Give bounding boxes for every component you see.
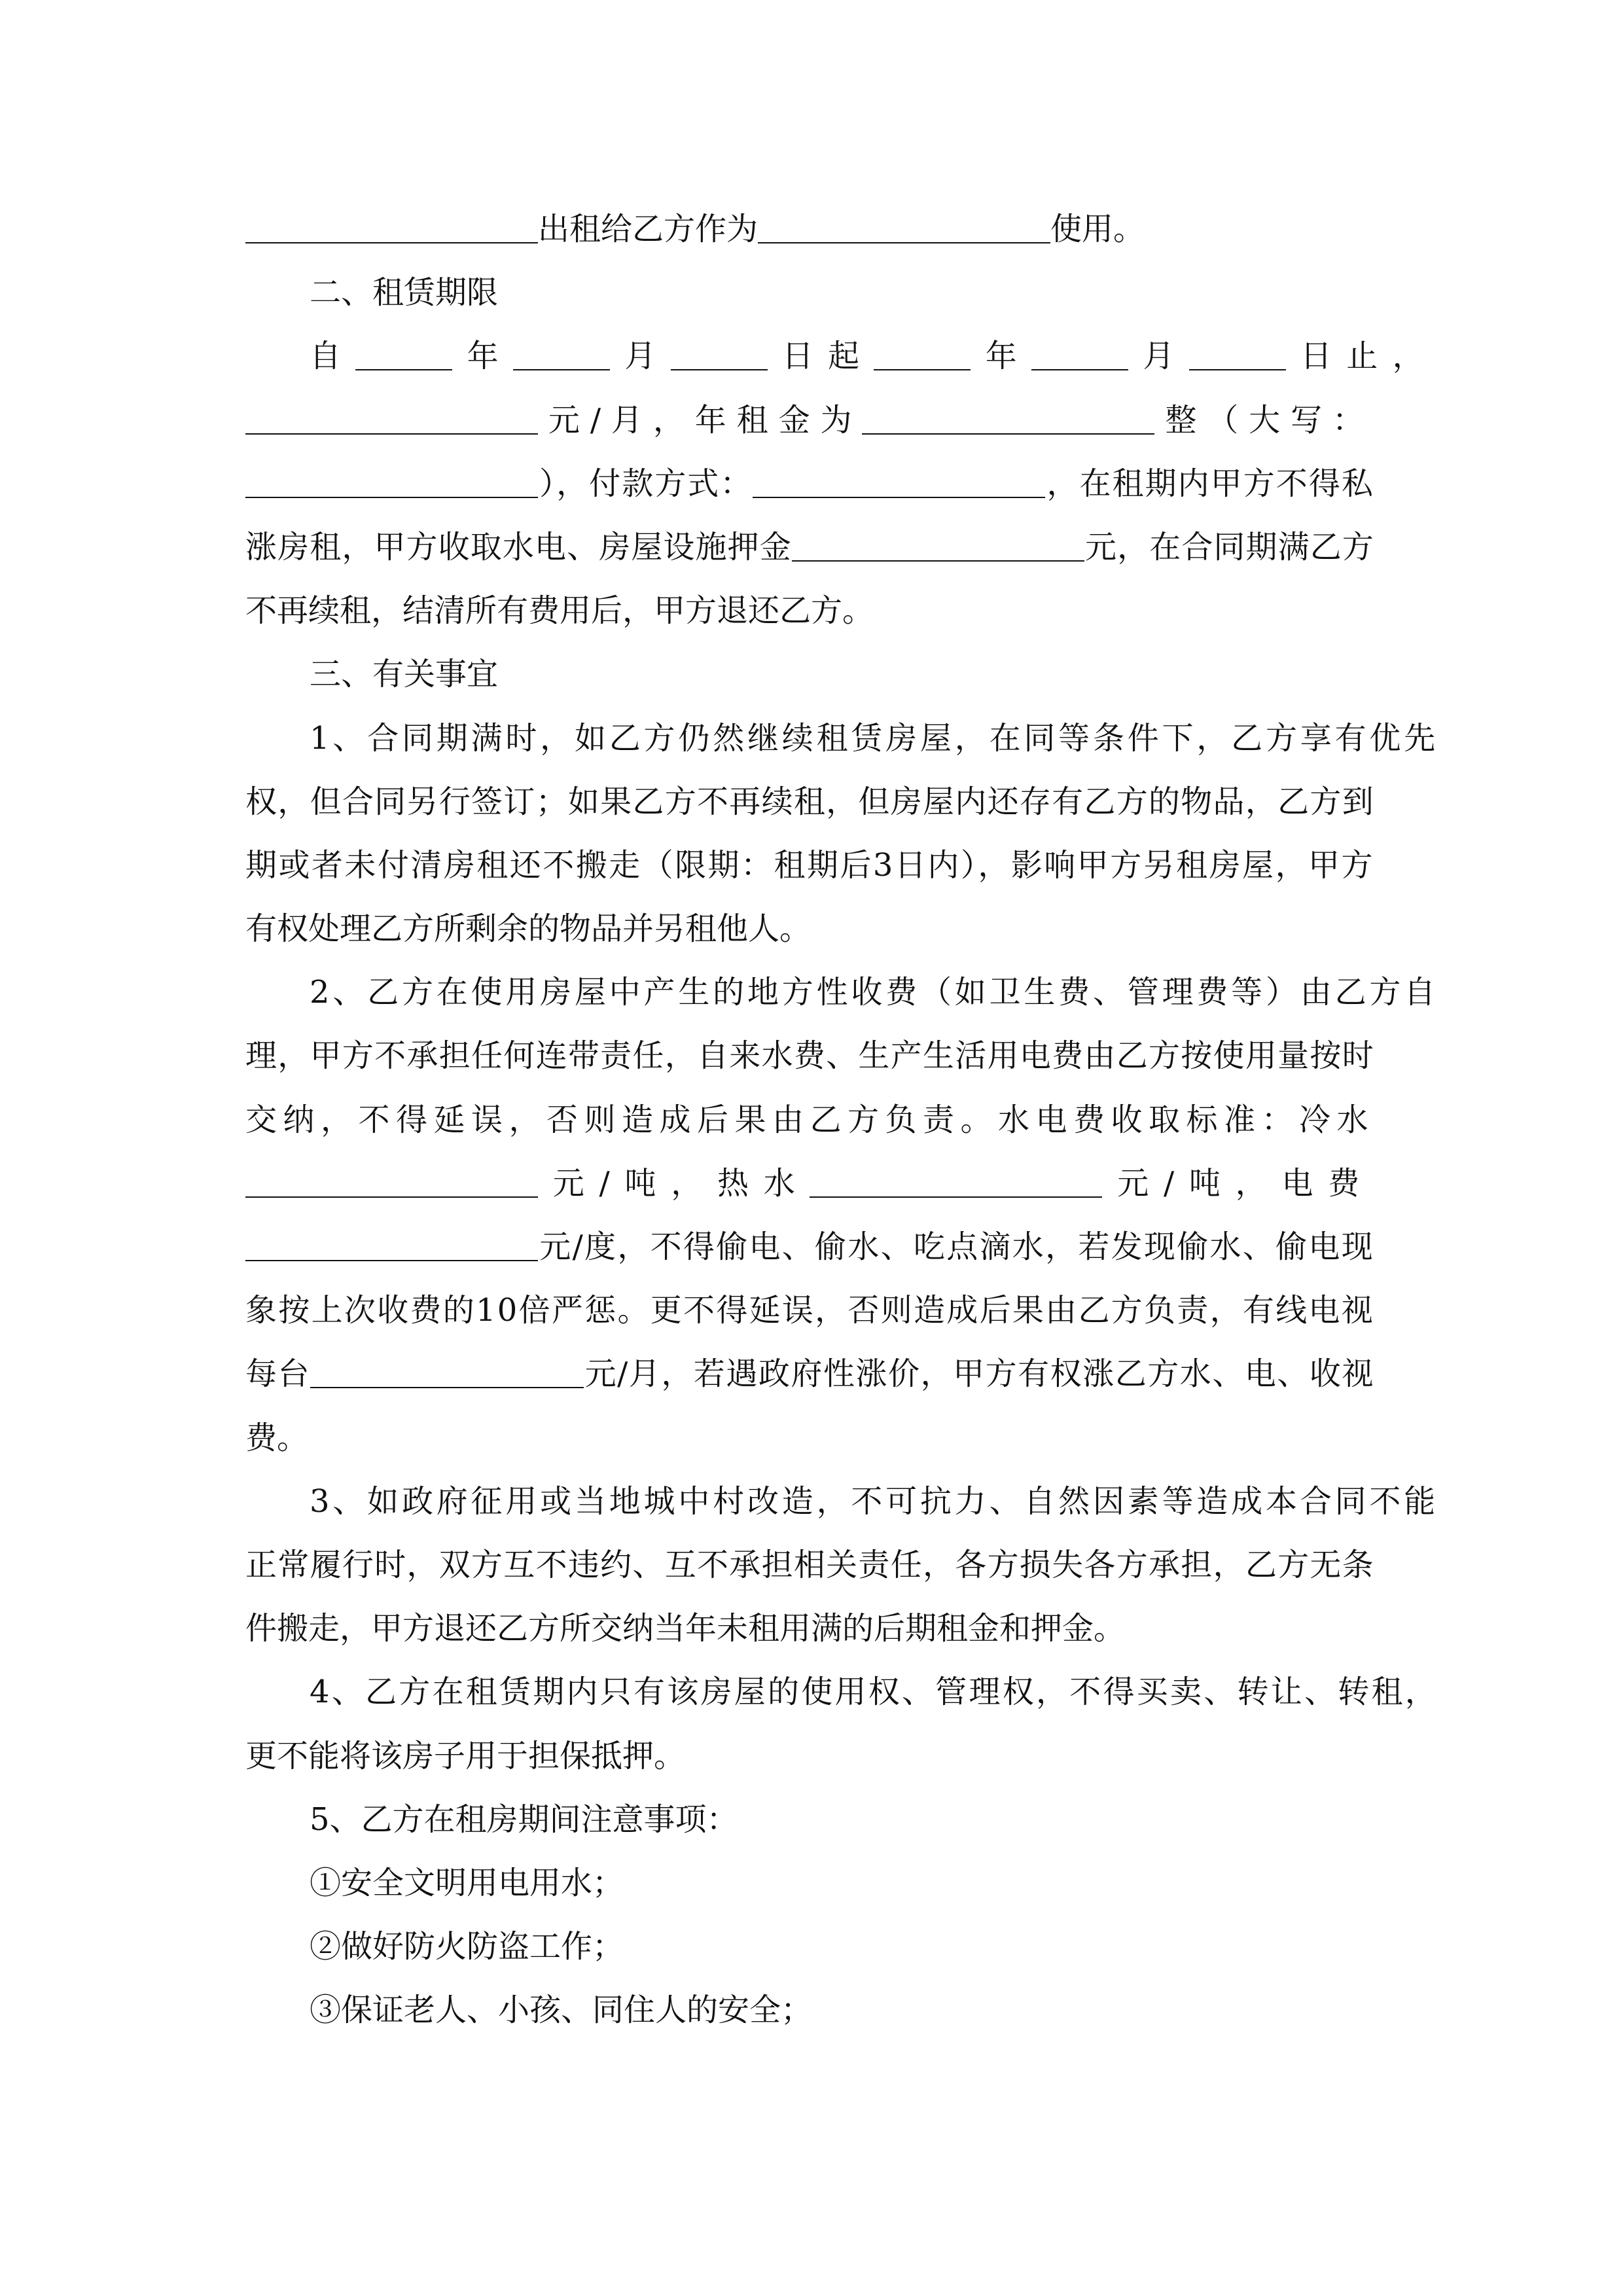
contract-page-body: [245, 198, 1438, 2042]
document-line: [245, 1407, 1374, 1470]
text-segment: 年: [985, 338, 1032, 375]
fill-in-blank[interactable]: [245, 1170, 538, 1198]
text-segment: 涨房租，甲方收取水电、房屋设施押金: [245, 528, 792, 565]
document-line: [245, 1088, 1374, 1152]
document-line: [245, 261, 1374, 325]
fill-in-blank[interactable]: [245, 471, 538, 498]
text-segment: 2、乙方在使用房屋中产生的地方性收费（如卫生费、管理费等）由乙方自: [310, 974, 1438, 1011]
document-line: [245, 770, 1374, 834]
text-segment: 日起: [781, 338, 874, 375]
fill-in-blank[interactable]: [513, 343, 610, 370]
fill-in-blank[interactable]: [862, 407, 1154, 435]
text-segment: 元/月，若遇政府性涨价，甲方有权涨乙方水、电、收视: [584, 1355, 1374, 1393]
document-line: [245, 1279, 1374, 1342]
fill-in-blank[interactable]: [810, 1170, 1102, 1198]
text-segment: 元，在合同期满乙方: [1084, 528, 1374, 565]
text-segment: 二、租赁期限: [310, 274, 499, 312]
document-line: [245, 1534, 1374, 1597]
text-segment: ，在租期内甲方不得私: [1046, 465, 1374, 502]
document-line: [245, 897, 1374, 961]
text-segment: 元/月，年租金为: [548, 401, 863, 439]
document-line: [245, 1470, 1438, 1534]
fill-in-blank[interactable]: [671, 343, 768, 370]
text-segment: 三、有关事宜: [310, 656, 499, 693]
text-segment: 有权处理乙方所剩余的物品并另租他人。: [245, 910, 812, 948]
text-segment: 不再续租，结清所有费用后，甲方退还乙方。: [245, 592, 874, 630]
text-segment: 理，甲方不承担任何连带责任，自来水费、生产生活用电费由乙方按使用量按时: [245, 1037, 1374, 1075]
text-segment: 期或者未付清房租还不搬走（限期：租期后3日内），影响甲方另租房屋，甲方: [245, 846, 1374, 884]
text-segment: 元/吨，电费: [1117, 1164, 1374, 1202]
text-segment: 整（大写：: [1165, 401, 1374, 439]
document-line: [245, 452, 1374, 516]
document-line: [245, 1725, 1374, 1788]
text-segment: ），付款方式：: [539, 465, 753, 502]
document-line: [245, 325, 1438, 388]
text-segment: 更不能将该房子用于担保抵押。: [245, 1737, 686, 1774]
document-line: [245, 834, 1374, 897]
document-line: [245, 389, 1374, 452]
text-segment: 出租给乙方作为: [538, 211, 758, 247]
document-line: [245, 1788, 1374, 1852]
text-segment: 费。: [245, 1419, 309, 1456]
fill-in-blank[interactable]: [1189, 343, 1286, 370]
document-line: [245, 579, 1374, 643]
fill-in-blank[interactable]: [245, 216, 538, 243]
document-line: [245, 1660, 1438, 1724]
document-line: [245, 1342, 1374, 1406]
document-line: [245, 1852, 1374, 1915]
text-segment: 年: [467, 338, 513, 375]
document-line: [245, 1979, 1374, 2042]
document-line: [245, 516, 1374, 579]
document-line: [245, 1915, 1374, 1979]
document-line: [245, 961, 1438, 1024]
fill-in-blank[interactable]: [310, 1361, 584, 1388]
fill-in-blank[interactable]: [792, 534, 1084, 562]
text-segment: 象按上次收费的10倍严惩。更不得延误，否则造成后果由乙方负责，有线电视: [245, 1292, 1374, 1329]
fill-in-blank[interactable]: [1031, 343, 1128, 370]
text-segment: 每台: [245, 1355, 311, 1393]
text-segment: 日止，: [1300, 338, 1438, 375]
document-line: [245, 1215, 1374, 1279]
text-segment: 月: [624, 338, 671, 375]
document-line: [245, 643, 1374, 706]
text-segment: 自: [310, 338, 356, 375]
text-segment: 权，但合同另行签订；如果乙方不再续租，但房屋内还存有乙方的物品，乙方到: [245, 783, 1374, 820]
text-segment: ③保证老人、小孩、同住人的安全；: [310, 1992, 813, 2029]
fill-in-blank[interactable]: [753, 471, 1045, 498]
fill-in-blank[interactable]: [758, 216, 1050, 243]
fill-in-blank[interactable]: [355, 343, 452, 370]
fill-in-blank[interactable]: [245, 1234, 538, 1261]
fill-in-blank[interactable]: [245, 407, 538, 435]
document-line: [245, 1152, 1374, 1215]
text-segment: 3、如政府征用或当地城中村改造，不可抗力、自然因素等造成本合同不能: [310, 1482, 1438, 1520]
document-line: [245, 1597, 1374, 1660]
text-segment: 正常履行时，双方互不违约、互不承担相关责任，各方损失各方承担，乙方无条: [245, 1546, 1374, 1583]
document-line: [245, 1024, 1374, 1088]
text-segment: 月: [1143, 338, 1189, 375]
text-segment: ①安全文明用电用水；: [310, 1864, 624, 1901]
fill-in-blank[interactable]: [874, 343, 971, 370]
text-segment: 5、乙方在租房期间注意事项：: [310, 1801, 738, 1838]
text-segment: 元/度，不得偷电、偷水、吃点滴水，若发现偷水、偷电现: [539, 1229, 1374, 1265]
text-segment: ②做好防火防盗工作；: [310, 1928, 624, 1965]
text-segment: 4、乙方在租赁期内只有该房屋的使用权、管理权，不得买卖、转让、转租，: [310, 1674, 1438, 1711]
document-line: [245, 198, 1374, 261]
text-segment: 件搬走，甲方退还乙方所交纳当年未租用满的后期租金和押金。: [245, 1610, 1126, 1647]
text-segment: 1、合同期满时，如乙方仍然继续租赁房屋，在同等条件下，乙方享有优先: [310, 719, 1438, 757]
text-segment: 元/吨，热水: [552, 1164, 810, 1202]
text-segment: 交纳，不得延误，否则造成后果由乙方负责。水电费收取标准：冷水: [245, 1101, 1374, 1138]
document-line: [245, 707, 1438, 770]
text-segment: 使用。: [1050, 211, 1145, 247]
